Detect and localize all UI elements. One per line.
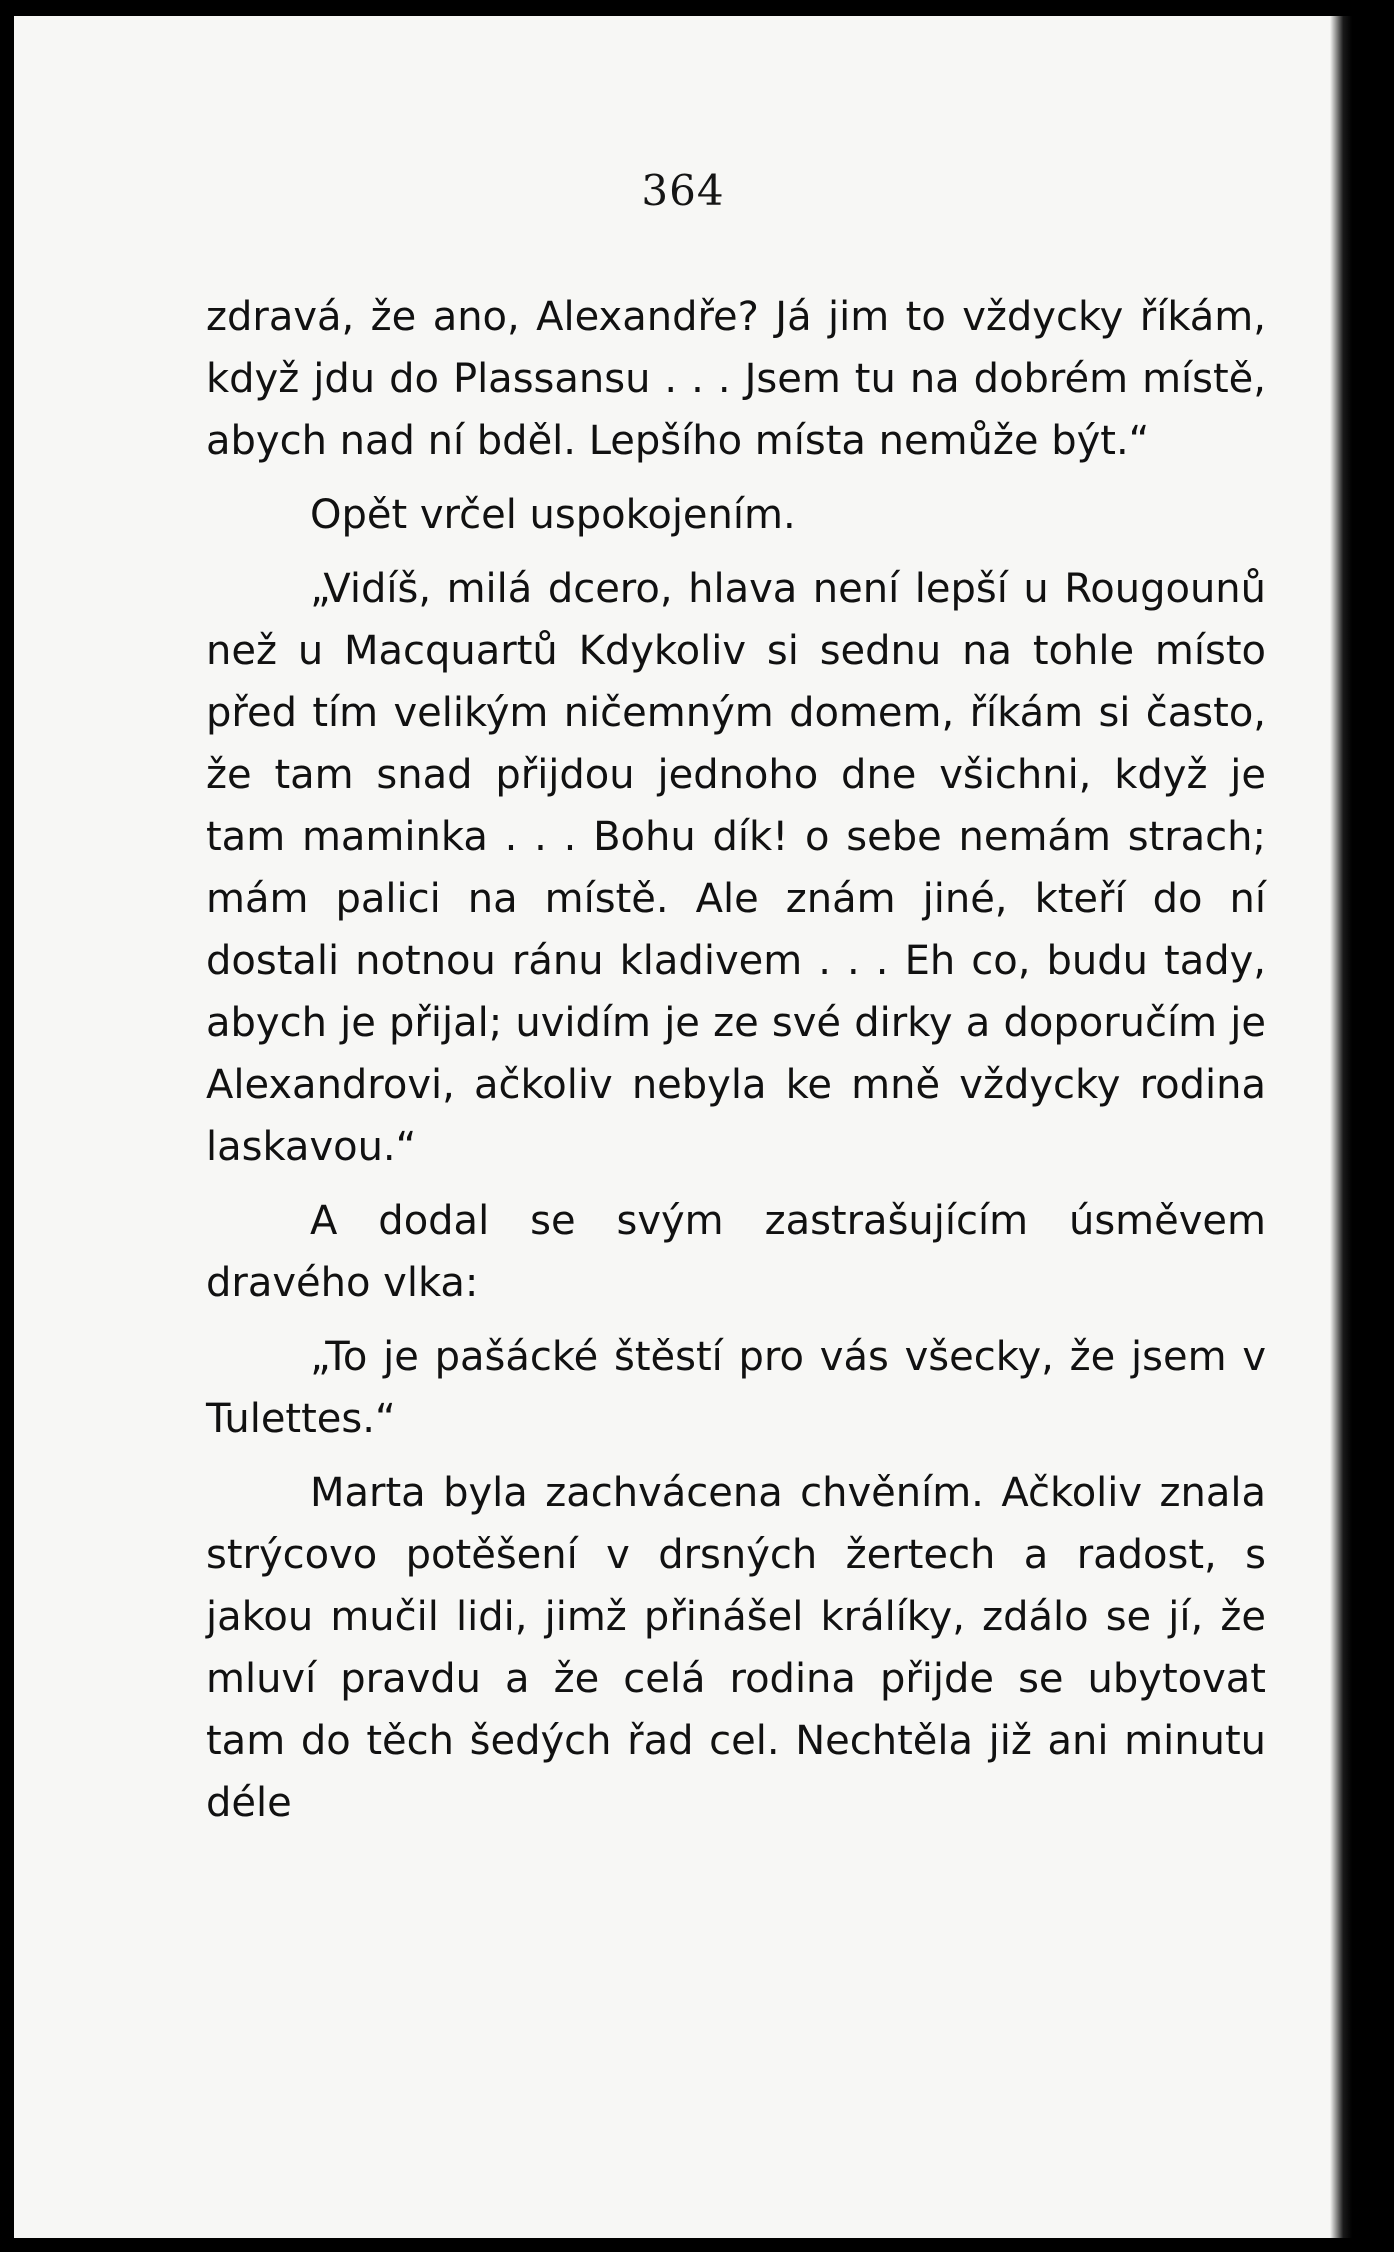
paragraph-continuation: zdravá, že ano, Alexandře? Já jim to vždycky říkám, když jdu do Plassansu . . . Jsem tu na dobrém místě, abych nad ní bděl. Lepšího místa nemůže být.“ xyxy=(206,294,1266,464)
paragraph-narration: A dodal se svým zastrašujícím úsměvem dravého vlka: xyxy=(206,1198,1266,1306)
paragraph-speech: „To je pašácké štěstí pro vás všecky, že jsem v Tulettes.“ xyxy=(206,1334,1266,1442)
page-text xyxy=(206,286,1266,1834)
page-number: 364 xyxy=(641,166,725,215)
paragraph-narration: Opět vrčel uspokojením. xyxy=(310,492,796,538)
paragraph-speech: „Vidíš, milá dcero, hlava není lepší u Rougounů než u Macquartů Kdykoliv si sednu na tohle místo před tím velikým ničemným domem, říkám si často, že tam snad přijdou jednoho dne všichni, když je tam maminka . . . Bohu dík! o sebe nemám strach; mám palici na místě. Ale znám jiné, kteří do ní dostali notnou ránu kladivem . . . Eh co, budu tady, abych je přijal; uvidím je ze své dirky a doporučím je Alexandrovi, ačkoliv nebyla ke mně vždycky rodina laskavou.“ xyxy=(206,566,1266,1170)
book-page xyxy=(14,16,1352,2238)
paragraph-narration: Marta byla zachvácena chvěním. Ačkoliv znala strýcovo potěšení v drsných žertech a radost, s jakou mučil lidi, jimž přinášel králíky, zdálo se jí, že mluví pravdu a že celá rodina přijde se ubytovat tam do těch šedých řad cel. Nechtěla již ani minutu déle xyxy=(206,1470,1266,1826)
